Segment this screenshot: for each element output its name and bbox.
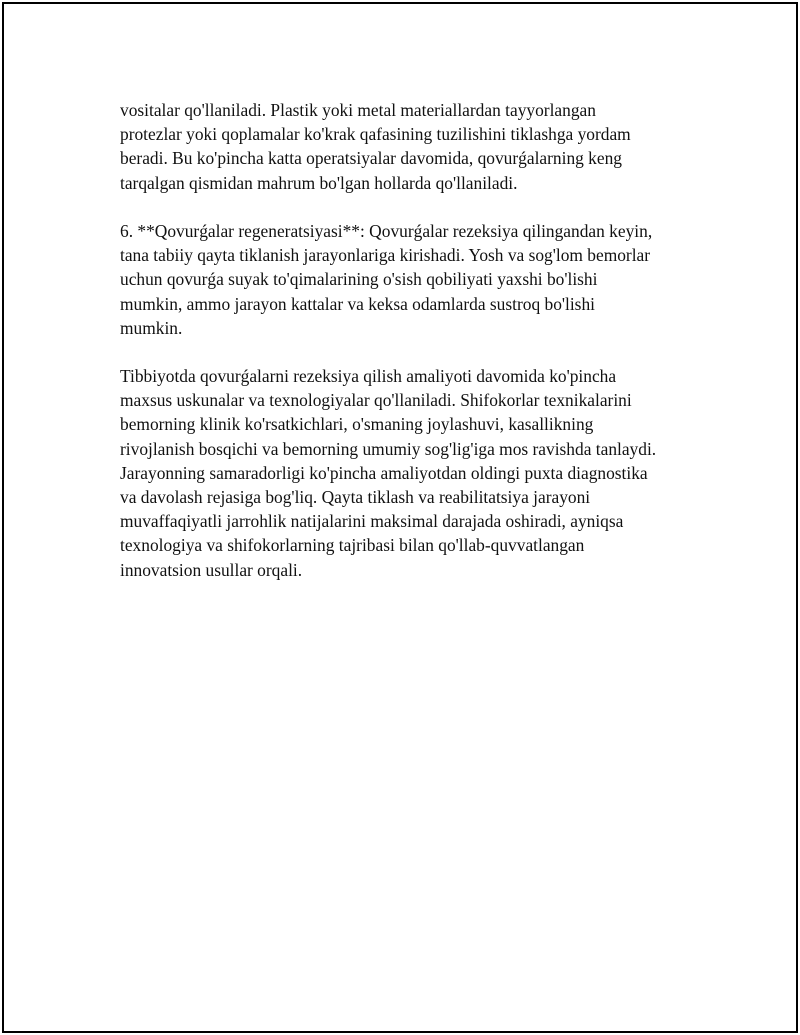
text-line: muvaffaqiyatli jarrohlik natijalarini maksimal darajada oshiradi, ayniqsa [120, 511, 624, 532]
text-line: tana tabiiy qayta tiklanish jarayonlariga kirishadi. Yosh va sog'lom bemorlar [120, 245, 651, 266]
text-line: bemorning klinik ko'rsatkichlari, o'smaning joylashuvi, kasallikning [120, 414, 594, 435]
text-line: Jarayonning samaradorligi ko'pincha amaliyotdan oldingi puxta diagnostika [120, 462, 648, 483]
paragraph-gap [120, 195, 710, 219]
page-frame [2, 2, 798, 1033]
text-line: innovatsion usullar orqali. [120, 559, 303, 580]
paragraph-2 [120, 219, 710, 340]
text-line: rivojlanish bosqichi va bemorning umumiy sog'lig'iga mos ravishda tanlaydi. [120, 438, 657, 459]
text-line: Tibbiyotda qovurǵalarni rezeksiya qilish amaliyoti davomida ko'pincha [120, 366, 617, 387]
text-line: mumkin. [120, 317, 183, 338]
text-line: maxsus uskunalar va texnologiyalar qo'llaniladi. Shifokorlar texnikalarini [120, 390, 632, 411]
paragraph-gap [120, 340, 710, 364]
text-line: 6. **Qovurǵalar regeneratsiyasi**: Qovurǵalar rezeksiya qilingandan keyin, [120, 220, 653, 241]
text-line: protezlar yoki qoplamalar ko'krak qafasining tuzilishini tiklashga yordam [120, 124, 631, 145]
paragraph-1 [120, 98, 710, 195]
text-line: uchun qovurǵa suyak to'qimalarining o'sish qobiliyati yaxshi bo'lishi [120, 269, 598, 290]
text-line: mumkin, ammo jarayon kattalar va keksa odamlarda sustroq bo'lishi [120, 293, 595, 314]
text-line: vositalar qo'llaniladi. Plastik yoki metal materiallardan tayyorlangan [120, 100, 596, 120]
text-line: va davolash rejasiga bog'liq. Qayta tiklash va reabilitatsiya jarayoni [120, 487, 591, 507]
paragraph-3 [120, 364, 710, 582]
document-body [120, 98, 710, 582]
text-line: texnologiya va shifokorlarning tajribasi bilan qo'llab-quvvatlangan [120, 535, 585, 556]
text-line: tarqalgan qismidan mahrum bo'lgan hollarda qo'llaniladi. [120, 172, 518, 193]
text-line: beradi. Bu ko'pincha katta operatsiyalar davomida, qovurǵalarning keng [120, 148, 622, 169]
